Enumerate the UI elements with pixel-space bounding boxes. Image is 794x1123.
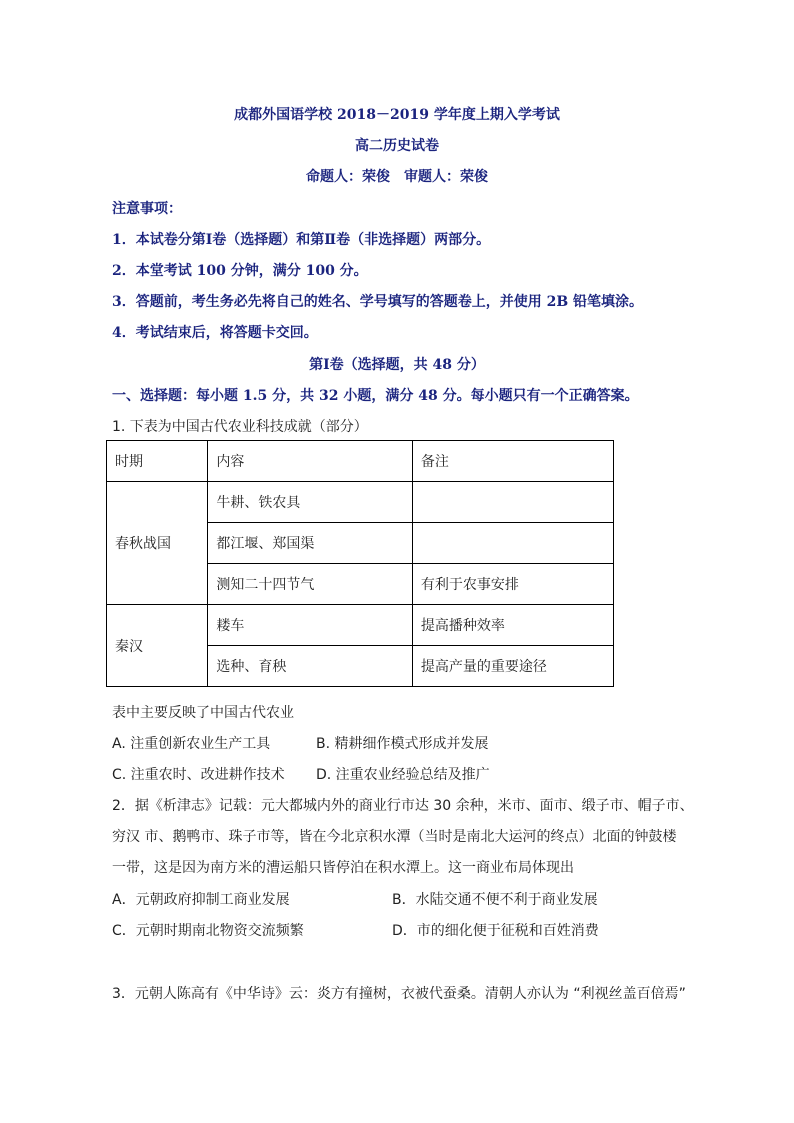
table-cell: 有利于农事安排 — [412, 564, 613, 605]
table-row — [107, 482, 614, 523]
table-header-row — [107, 441, 614, 482]
option-b: B．水陆交通不便不利于商业发展 — [392, 892, 598, 908]
option-c: C. 注重农时、改进耕作技术 — [112, 767, 285, 783]
table-cell: 提高产量的重要途径 — [412, 646, 613, 687]
table-cell: 测知二十四节气 — [208, 564, 412, 605]
question-1-tail: 表中主要反映了中国古代农业 — [112, 705, 294, 721]
table-cell — [412, 523, 613, 564]
question-2-line: 穷汉 市、鹅鸭市、珠子市等，皆在今北京积水潭（当时是南北大运河的终点）北面的钟鼓楼 — [112, 829, 677, 845]
exam-subtitle: 高二历史试卷 — [355, 138, 439, 154]
option-c: C．元朝时期南北物资交流频繁 — [112, 923, 304, 939]
exam-authors: 命题人：荣俊 审题人：荣俊 — [306, 169, 488, 185]
exam-title: 成都外国语学校 2018－2019 学年度上期入学考试 — [234, 107, 560, 123]
table-row — [107, 605, 614, 646]
option-a: A．元朝政府抑制工商业发展 — [112, 892, 290, 908]
option-a: A. 注重创新农业生产工具 — [112, 736, 271, 752]
note-item: 3．答题前，考生务必先将自己的姓名、学号填写的答题卷上，并使用 2B 铅笔填涂。 — [112, 294, 644, 310]
table-cell: 牛耕、铁农具 — [208, 482, 412, 523]
table-header-cell: 备注 — [412, 441, 613, 482]
table-period-cell: 秦汉 — [107, 605, 208, 687]
table-cell: 提高播种效率 — [412, 605, 613, 646]
table-period-cell: 春秋战国 — [107, 482, 208, 605]
agri-table — [106, 440, 614, 687]
table-header-cell: 内容 — [208, 441, 412, 482]
notes-heading: 注意事项： — [112, 201, 182, 217]
question-3-line: 3．元朝人陈高有《中华诗》云：炎方有撞树，衣被代蚕桑。清朝人亦认为 “利视丝盖百倍焉” — [112, 986, 686, 1002]
section-title: 第Ⅰ卷（选择题，共 48 分） — [309, 357, 485, 373]
table-cell: 都江堰、郑国渠 — [208, 523, 412, 564]
option-d: D．市的细化便于征税和百姓消费 — [392, 923, 599, 939]
option-d: D. 注重农业经验总结及推广 — [316, 767, 490, 783]
note-item: 1．本试卷分第Ⅰ卷（选择题）和第Ⅱ卷（非选择题）两部分。 — [112, 232, 491, 248]
question-2-line: 一带，这是因为南方米的漕运船只皆停泊在积水潭上。这一商业布局体现出 — [112, 860, 574, 876]
question-2-line: 2．据《析津志》记载：元大都城内外的商业行市达 30 余种，米市、面市、缎子市、帽子市、 — [112, 798, 694, 814]
note-item: 2．本堂考试 100 分钟，满分 100 分。 — [112, 263, 368, 279]
table-cell: 选种、育秧 — [208, 646, 412, 687]
question-1-stem: 1. 下表为中国古代农业科技成就（部分） — [112, 419, 368, 435]
section-instruction: 一、选择题：每小题 1.5 分，共 32 小题，满分 48 分。每小题只有一个正确答案。 — [112, 388, 639, 404]
option-b: B. 精耕细作模式形成并发展 — [316, 736, 489, 752]
note-item: 4．考试结束后，将答题卡交回。 — [112, 325, 318, 341]
table-cell — [412, 482, 613, 523]
table-cell: 耧车 — [208, 605, 412, 646]
table-header-cell: 时期 — [107, 441, 208, 482]
